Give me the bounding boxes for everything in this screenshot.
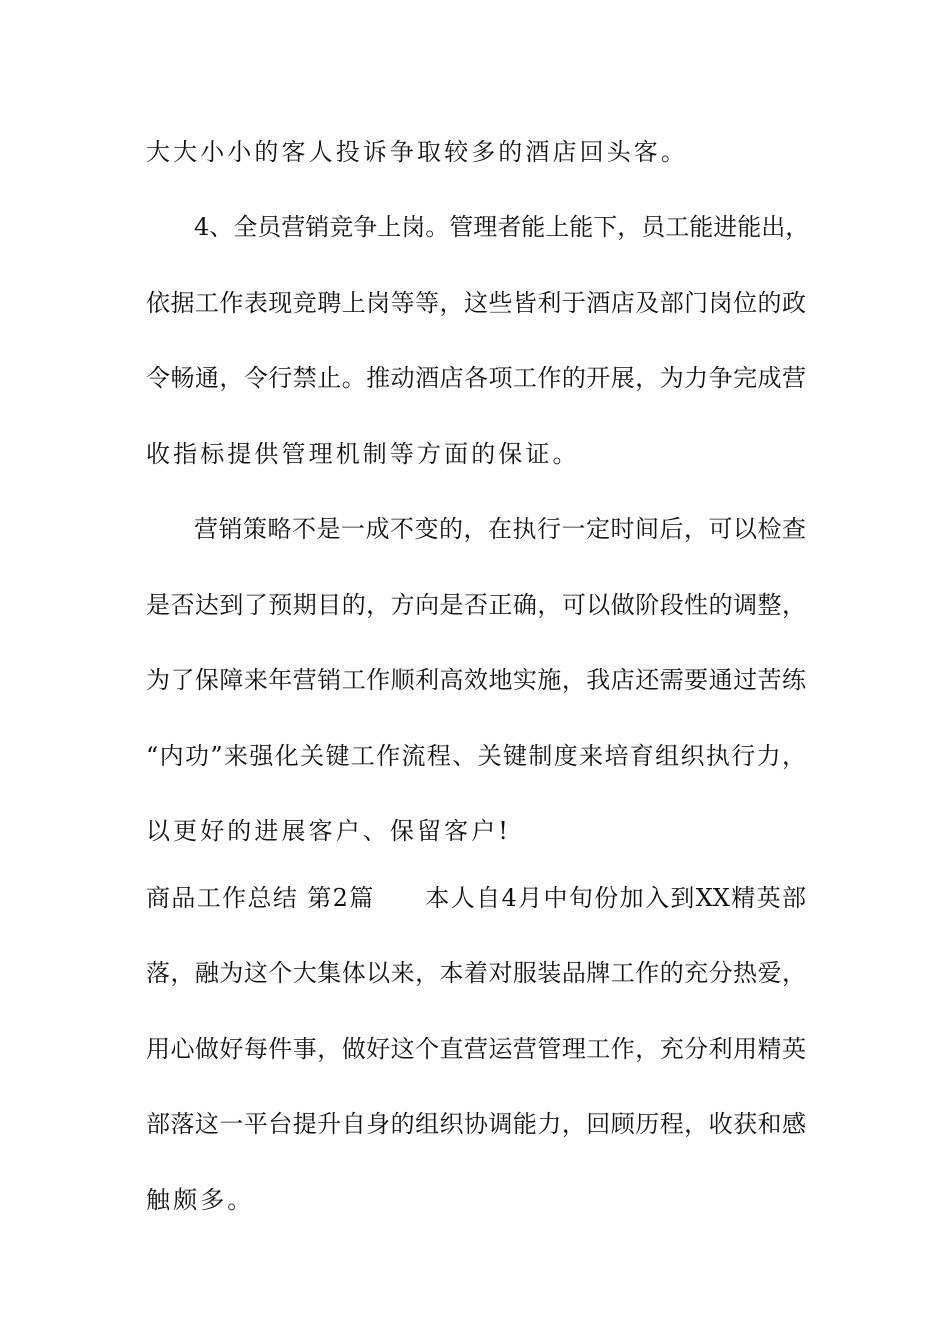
text-line-8: 为了保障来年营销工作顺利高效地实施，我店还需要通过苦练 [146, 666, 806, 694]
text-line-14: 部落这一平台提升自身的组织协调能力，回顾历程，收获和感 [146, 1110, 806, 1138]
text-line-15: 触颇多。 [146, 1186, 255, 1214]
text-line-2: 4、全员营销竞争上岗。管理者能上能下，员工能进能出， [194, 213, 810, 241]
text-line-6: 营销策略不是一成不变的，在执行一定时间后，可以检查 [194, 515, 806, 543]
text-line-11: 商品工作总结 第2篇 本人自4月中旬份加入到XX精英部 [146, 884, 806, 912]
text-line-12: 落，融为这个大集体以来，本着对服装品牌工作的充分热爱， [146, 959, 806, 987]
text-line-9: “内功”来强化关键工作流程、关键制度来培育组织执行力， [146, 742, 806, 770]
text-line-4: 令畅通，令行禁止。推动酒店各项工作的开展，为力争完成营 [146, 364, 806, 392]
text-line-13: 用心做好每件事，做好这个直营运营管理工作，充分利用精英 [146, 1035, 806, 1063]
text-line-10: 以更好的进展客户、保留客户! [146, 817, 512, 845]
text-line-1: 大大小小的客人投诉争取较多的酒店回头客。 [146, 138, 688, 166]
text-line-7: 是否达到了预期目的，方向是否正确，可以做阶段性的调整， [146, 591, 806, 619]
text-line-3: 依据工作表现竞聘上岗等等，这些皆利于酒店及部门岗位的政 [146, 289, 806, 317]
text-line-5: 收指标提供管理机制等方面的保证。 [146, 440, 580, 468]
